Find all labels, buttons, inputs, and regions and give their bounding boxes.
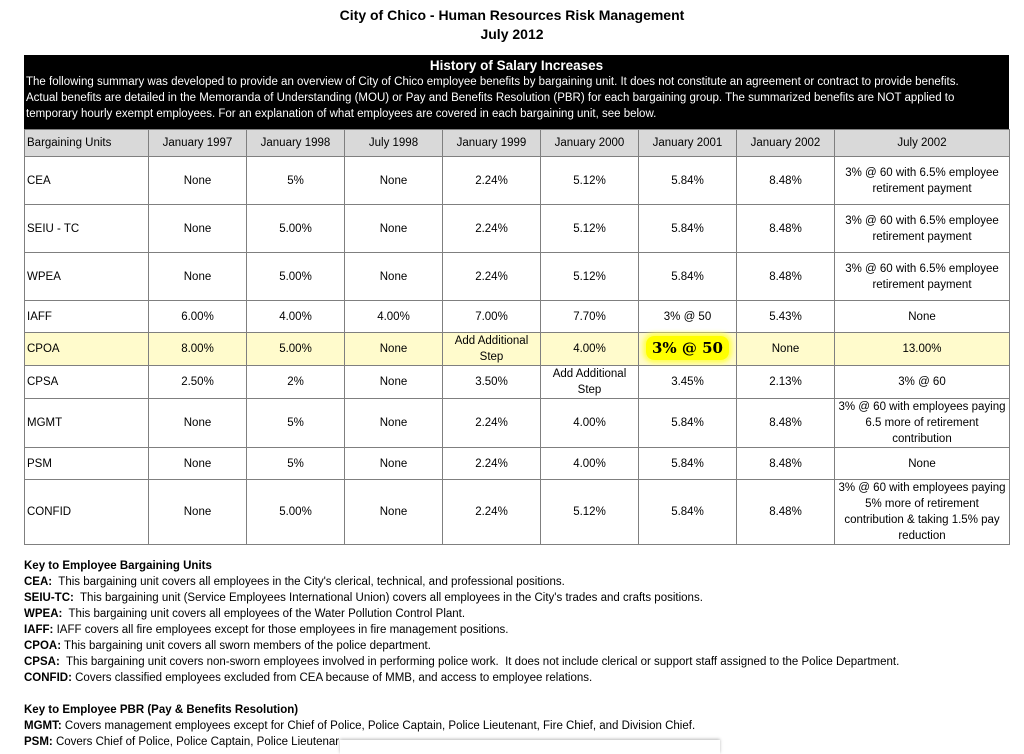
salary-sheet <box>24 55 1009 545</box>
unit-name-cell: IAFF <box>25 301 149 333</box>
table-cell: 13.00% <box>835 333 1010 366</box>
column-header: July 1998 <box>345 130 443 157</box>
unit-name-cell: MGMT <box>25 399 149 448</box>
table-cell: 3% @ 60 with 6.5% employee retirement payment <box>835 253 1010 301</box>
table-cell: 4.00% <box>247 301 345 333</box>
table-cell: 5.84% <box>639 480 737 545</box>
table-header-row <box>25 130 1010 157</box>
highlighted-value: 3% @ 50 <box>646 336 729 360</box>
unit-name-cell: CEA <box>25 157 149 205</box>
key-abbreviation: PSM: <box>24 736 53 748</box>
table-cell: 2.24% <box>443 448 541 480</box>
table-cell: 5.00% <box>247 480 345 545</box>
key-description: This bargaining unit covers all employees of the Water Pollution Control Plant. <box>62 608 466 620</box>
unit-name-cell: WPEA <box>25 253 149 301</box>
table-cell: 8.48% <box>737 399 835 448</box>
table-cell: None <box>345 366 443 399</box>
table-cell: None <box>149 448 247 480</box>
table-cell: 5.84% <box>639 253 737 301</box>
column-header: January 2000 <box>541 130 639 157</box>
column-header: July 2002 <box>835 130 1010 157</box>
key-abbreviation: IAFF: <box>24 624 54 636</box>
table-cell: 7.70% <box>541 301 639 333</box>
key-item <box>24 670 899 686</box>
key-description: Covers Chief of Police, Police Captain, Police Lieutenar <box>52 736 340 748</box>
table-cell: 5.43% <box>737 301 835 333</box>
column-header: January 1997 <box>149 130 247 157</box>
table-cell: None <box>149 399 247 448</box>
table-cell: 8.00% <box>149 333 247 366</box>
key-units-title: Key to Employee Bargaining Units <box>24 560 212 572</box>
summary-line: The following summary was developed to provide an overview of City of Chico employee benefits by bargaining unit. It does not constitute an agreement or contract to provide benefits. <box>26 76 959 88</box>
table-cell: None <box>737 333 835 366</box>
key-pbr-title: Key to Employee PBR (Pay & Benefits Resolution) <box>24 704 299 716</box>
table-cell: None <box>149 253 247 301</box>
table-cell: 5% <box>247 399 345 448</box>
table-row <box>25 205 1010 253</box>
summary-box <box>24 55 1009 129</box>
table-cell: None <box>149 480 247 545</box>
table-cell: 8.48% <box>737 253 835 301</box>
key-item <box>24 574 899 590</box>
table-cell: None <box>835 448 1010 480</box>
table-cell: 2.24% <box>443 399 541 448</box>
column-header: Bargaining Units <box>25 130 149 157</box>
key-bargaining-units <box>24 558 899 686</box>
table-cell: 5% <box>247 448 345 480</box>
table-cell: 5.12% <box>541 253 639 301</box>
table-row <box>25 157 1010 205</box>
table-cell: 4.00% <box>541 448 639 480</box>
unit-name-cell: CPOA <box>25 333 149 366</box>
table-cell: None <box>345 480 443 545</box>
key-abbreviation: CPSA: <box>24 656 60 668</box>
key-description: This bargaining unit covers all sworn members of the police department. <box>61 640 431 652</box>
table-cell: None <box>345 205 443 253</box>
table-cell: 5.00% <box>247 253 345 301</box>
table-cell: 5.00% <box>247 333 345 366</box>
table-cell: None <box>345 157 443 205</box>
table-row <box>25 480 1010 545</box>
key-description: Covers classified employees excluded from CEA because of MMB, and access to employee relations. <box>71 672 593 684</box>
table-cell: 5.12% <box>541 480 639 545</box>
table-cell: 5.12% <box>541 157 639 205</box>
table-cell: None <box>149 157 247 205</box>
table-row <box>25 301 1010 333</box>
unit-name-cell: PSM <box>25 448 149 480</box>
table-cell: 2.13% <box>737 366 835 399</box>
key-item <box>24 622 899 638</box>
table-cell: 7.00% <box>443 301 541 333</box>
key-description: This bargaining unit covers non-sworn employees involved in performing police work. It does not include clerical or support staff assigned to the Police Department. <box>59 656 900 668</box>
table-cell: Add Additional Step <box>541 366 639 399</box>
table-row <box>25 253 1010 301</box>
key-abbreviation: CPOA: <box>24 640 62 652</box>
table-cell: 2.24% <box>443 480 541 545</box>
table-cell: 3% @ 50 <box>639 301 737 333</box>
key-abbreviation: CONFID: <box>24 672 72 684</box>
table-cell: 2.24% <box>443 253 541 301</box>
table-cell: 4.00% <box>345 301 443 333</box>
summary-line: Actual benefits are detailed in the Memoranda of Understanding (MOU) or Pay and Benefits Resolution (PBR) for each bargaining group. The summarized benefits are NOT applied to <box>26 92 955 104</box>
table-cell: 8.48% <box>737 480 835 545</box>
table-cell: 5.12% <box>541 205 639 253</box>
table-row <box>25 366 1010 399</box>
key-description: This bargaining unit (Service Employees International Union) covers all employees in the City's trades and crafts positions. <box>73 592 703 604</box>
table-cell: 5.84% <box>639 157 737 205</box>
column-header: January 1998 <box>247 130 345 157</box>
table-cell: None <box>345 253 443 301</box>
table-cell: 2% <box>247 366 345 399</box>
table-cell: Add Additional Step <box>443 333 541 366</box>
table-cell: None <box>345 399 443 448</box>
column-header: January 2002 <box>737 130 835 157</box>
table-cell: 3% @ 60 <box>835 366 1010 399</box>
table-cell: 5.00% <box>247 205 345 253</box>
table-cell: 3% @ 60 with 6.5% employee retirement payment <box>835 157 1010 205</box>
table-cell: 6.00% <box>149 301 247 333</box>
table-cell: 3% @ 60 with 6.5% employee retirement payment <box>835 205 1010 253</box>
table-row <box>25 333 1010 366</box>
summary-title: History of Salary Increases <box>429 58 604 73</box>
table-cell: 3.45% <box>639 366 737 399</box>
table-cell: 5.84% <box>639 399 737 448</box>
salary-table <box>24 129 1010 545</box>
column-header: January 2001 <box>639 130 737 157</box>
unit-name-cell: CPSA <box>25 366 149 399</box>
key-abbreviation: WPEA: <box>24 608 63 620</box>
table-cell: 3% @ 60 with employees paying 6.5 more of retirement contribution <box>835 399 1010 448</box>
table-cell: 2.24% <box>443 205 541 253</box>
key-description: IAFF covers all fire employees except for those employees in fire management positions. <box>53 624 509 636</box>
key-item <box>24 638 899 654</box>
document-date: July 2012 <box>480 26 544 42</box>
table-cell: 4.00% <box>541 333 639 366</box>
key-abbreviation: MGMT: <box>24 720 62 732</box>
table-row <box>25 448 1010 480</box>
table-cell: 3% @ 60 with employees paying 5% more of retirement contribution & taking 1.5% pay reduction <box>835 480 1010 545</box>
key-description: Covers management employees except for Chief of Police, Police Captain, Police Lieutenant, Fire Chief, and Division Chief. <box>61 720 696 732</box>
table-cell: 3.50% <box>443 366 541 399</box>
unit-name-cell: SEIU - TC <box>25 205 149 253</box>
table-cell: 8.48% <box>737 205 835 253</box>
table-cell: None <box>149 205 247 253</box>
table-cell <box>639 333 737 366</box>
table-cell: 4.00% <box>541 399 639 448</box>
key-item <box>24 718 695 734</box>
table-cell: 8.48% <box>737 157 835 205</box>
table-row <box>25 399 1010 448</box>
table-cell: None <box>835 301 1010 333</box>
table-cell: None <box>345 448 443 480</box>
unit-name-cell: CONFID <box>25 480 149 545</box>
table-cell: None <box>345 333 443 366</box>
table-cell: 5.84% <box>639 448 737 480</box>
key-item <box>24 654 899 670</box>
summary-line: temporary hourly exempt employees. For an explanation of what employees are covered in each bargaining unit, see below. <box>26 108 657 120</box>
key-abbreviation: CEA: <box>24 576 53 588</box>
table-cell: 5.84% <box>639 205 737 253</box>
key-description: This bargaining unit covers all employees in the City's clerical, technical, and professional positions. <box>52 576 565 588</box>
table-cell: 8.48% <box>737 448 835 480</box>
column-header: January 1999 <box>443 130 541 157</box>
key-item <box>24 590 899 606</box>
table-cell: 5% <box>247 157 345 205</box>
table-cell: 2.24% <box>443 157 541 205</box>
table-cell: 2.50% <box>149 366 247 399</box>
document-title: City of Chico - Human Resources Risk Management <box>339 7 685 23</box>
key-item <box>24 606 899 622</box>
key-abbreviation: SEIU-TC: <box>24 592 74 604</box>
